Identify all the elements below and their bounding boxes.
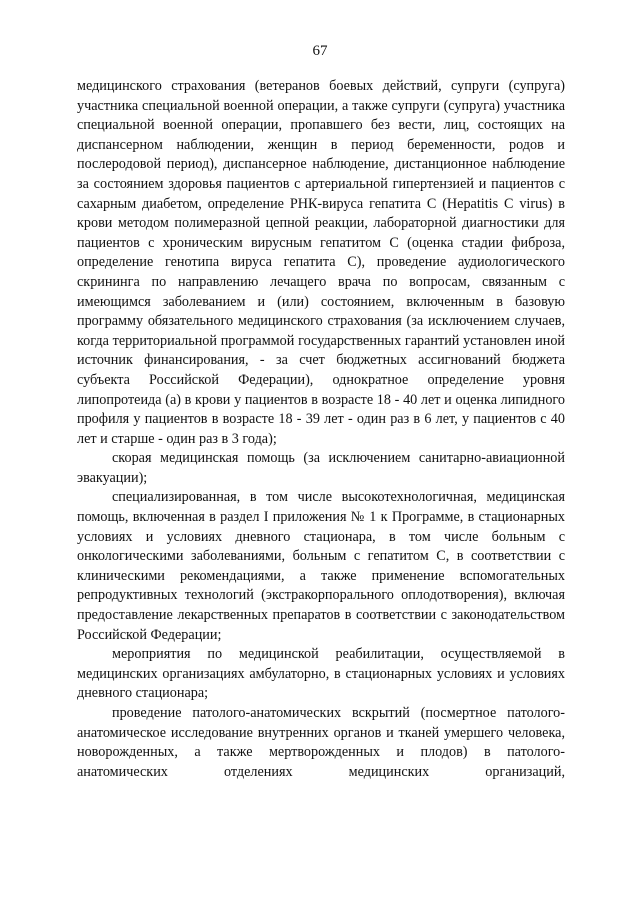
paragraph-specialized-care: специализированная, в том числе высокотехнологичная, медицинская помощь, включенная в раздел I приложения № 1 к Программе, в стационарных условиях и условиях дневного стационара, в том числе больным с онкологическими заболеваниями, больным с гепатитом С, в соответствии с клиническими рекомендациями, а также применение вспомогательных репродуктивных технологий (экстракорпорального оплодотворения), включая предоставление лекарственных препаратов в соответствии с законодательством Российской Федерации;: [77, 489, 565, 643]
paragraph-continuation: медицинского страхования (ветеранов боевых действий, супруги (супруга) участника специальной военной операции, а также супруги (супруга) участника специальной военной операции, пропавшего без вести, лиц, состоящих на диспансерном наблюдении, женщин в период беременности, родов и послеродовой период), диспансерное наблюдение, дистанционное наблюдение за состоянием здоровья пациентов с артериальной гипертензией и пациентов с сахарным диабетом, определение РНК-вируса гепатита С (Hepatitis C virus) в крови методом полимеразной цепной реакции, лабораторной диагностики для пациентов с хроническим вирусным гепатитом С (оценка стадии фиброза, определение генотипа вируса гепатита С), проведение аудиологического скрининга по направлению лечащего врача по вопросам, связанным с имеющимся заболеванием и (или) состоянием, включенным в базовую программу обязательного медицинского страхования (за исключением случаев, когда территориальной программой государственных гарантий установлен иной источник финансирования, - за счет бюджетных ассигнований бюджета субъекта Российской Федерации), однократное определение уровня липопротеида (а) в крови у пациентов в возрасте 18 - 40 лет и оценка липидного профиля у пациентов в возрасте 18 - 39 лет - один раз в 6 лет, у пациентов с 40 лет и старше - один раз в 3 года);: [77, 78, 565, 447]
page-number: 67: [312, 43, 328, 59]
document-body: [77, 77, 565, 782]
paragraph-autopsies: проведение патолого-анатомических вскрытий (посмертное патолого-анатомическое исследование внутренних органов и тканей умершего человека, новорожденных, а также мертворожденных и плодов) в патолого-анатомических отделениях медицинских организаций,: [77, 705, 565, 780]
paragraph-ambulance: скорая медицинская помощь (за исключением санитарно-авиационной эвакуации);: [77, 450, 565, 486]
paragraph-rehabilitation: мероприятия по медицинской реабилитации, осуществляемой в медицинских организациях амбулаторно, в стационарных условиях и условиях дневного стационара;: [77, 646, 565, 702]
